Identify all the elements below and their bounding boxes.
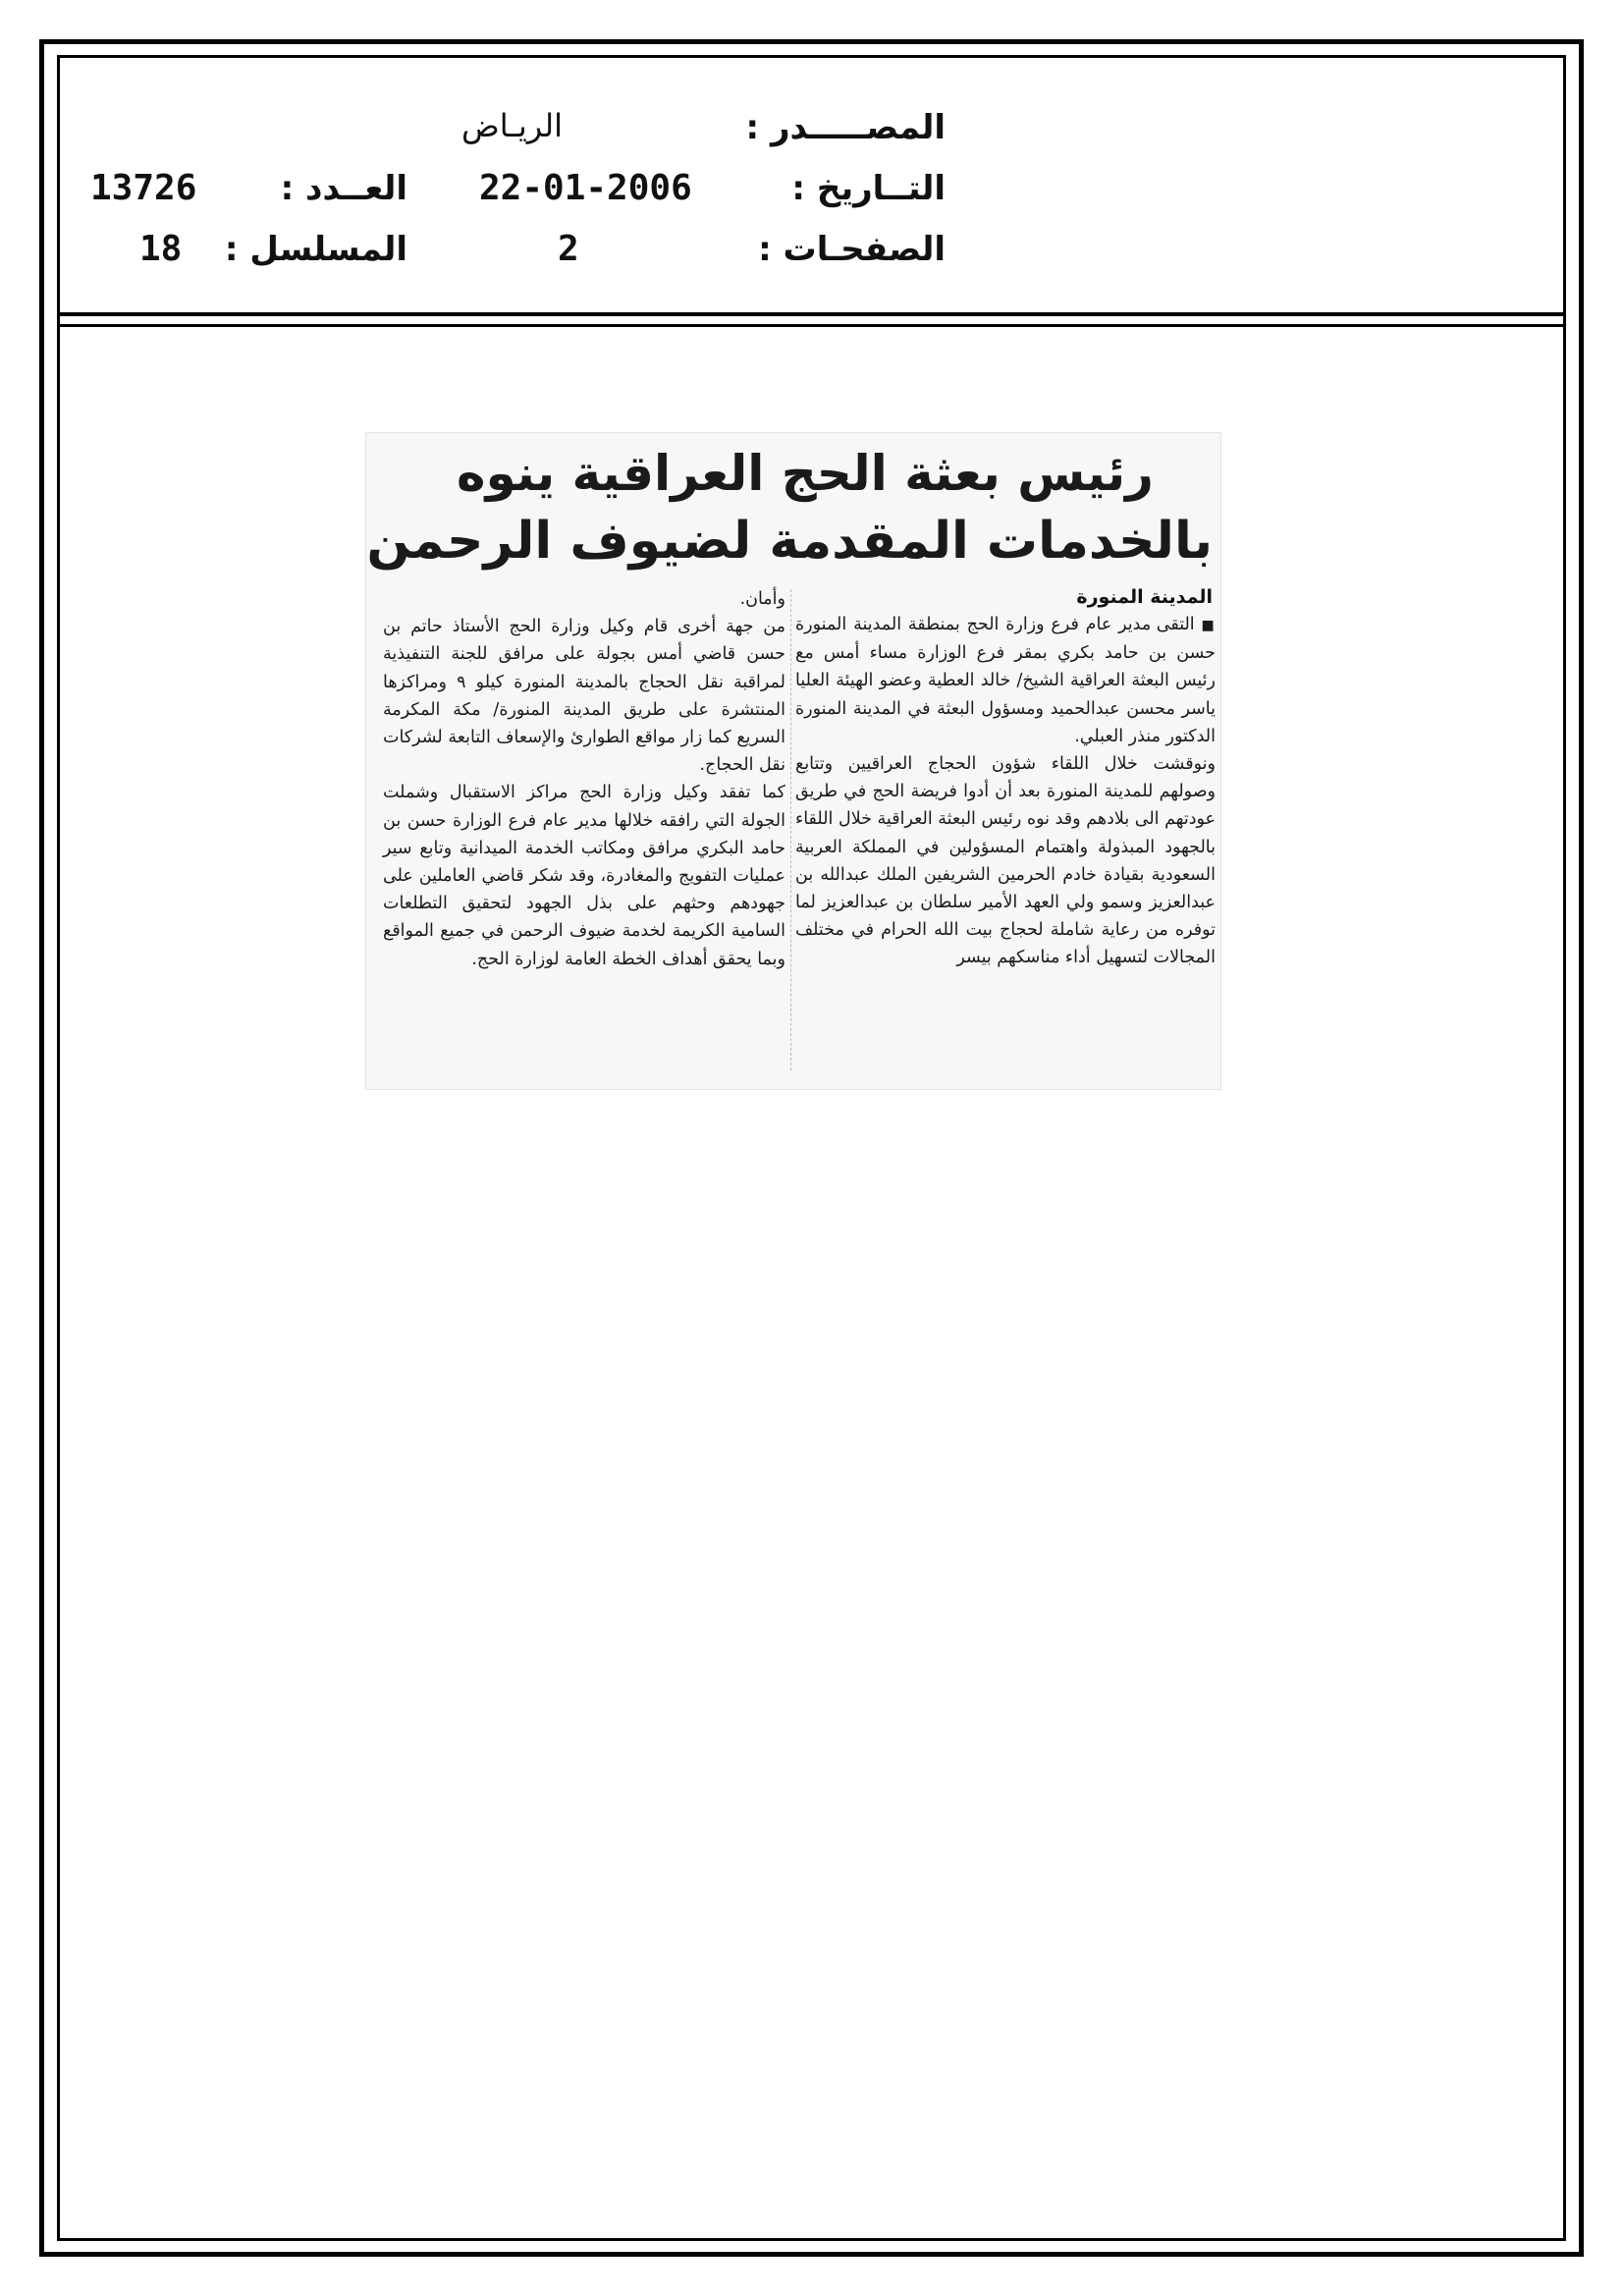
article-paragraph: وأمان. xyxy=(739,589,785,609)
article-headline-line2: بالخدمات المقدمة لضيوف الرحمن xyxy=(366,512,1213,571)
article-dateline: المدينة المنورة xyxy=(1076,586,1213,608)
bullet-icon: ■ xyxy=(1201,618,1216,633)
date-label: التــاريخ : xyxy=(791,169,946,208)
date-value: 22-01-2006 xyxy=(479,168,692,208)
article-column-right xyxy=(795,611,1216,972)
pages-label: الصفحـات : xyxy=(758,230,946,269)
article-column-left xyxy=(383,585,785,973)
column-divider xyxy=(790,589,791,1070)
serial-label: المسلسل : xyxy=(224,230,407,269)
issue-label: العــدد : xyxy=(280,169,407,208)
article-paragraph: ■ التقى مدير عام فرع وزارة الحج بمنطقة المدينة المنورة حسن بن حامد بكري بمقر فرع الوزارة مساء أمس مع رئيس البعثة العراقية الشيخ/ خالد العطية وعضو الهيئة العليا ياسر محسن عبدالحميد ومسؤول البعثة في المدينة المنورة الدكتور منذر العبلي. xyxy=(795,615,1216,746)
article-headline-line1: رئيس بعثة الحج العراقية ينوه xyxy=(457,445,1154,502)
source-label: المصـــــدر : xyxy=(745,108,946,147)
pages-value: 2 xyxy=(558,229,579,269)
header-divider xyxy=(57,312,1566,316)
serial-value: 18 xyxy=(139,229,183,269)
article-paragraph: كما تفقد وكيل وزارة الحج مراكز الاستقبال وشملت الجولة التي رافقه خلالها مدير عام فرع الوزارة حسن بن حامد البكري مرافق ومكاتب الخدمة الميدانية وتابع سير عمليات التفويج والمغادرة، وقد شكر قاضي العاملين على جهودهم وحثهم على بذل الجهود لتحقيق التطلعات السامية الكريمة لخدمة ضيوف الرحمن في جميع المواقع وبما يحقق أهداف الخطة العامة لوزارة الحج. xyxy=(383,783,785,969)
article-paragraph: ونوقشت خلال اللقاء شؤون الحجاج العراقيين وتتابع وصولهم للمدينة المنورة بعد أن أدوا فريضة الحج في طريق عودتهم الى بلادهم وقد نوه رئيس البعثة العراقية خلال اللقاء بالجهود المبذولة واهتمام المسؤولين في المملكة العربية السعودية بقيادة خادم الحرمين الشريفين الملك عبدالله بن عبدالعزيز وسمو ولي العهد الأمير سلطان بن عبدالعزيز لما توفره من رعاية شاملة لحجاج بيت الله الحرام في مختلف المجالات لتسهيل أداء مناسكهم بيسر xyxy=(795,754,1216,968)
article-paragraph: من جهة أخرى قام وكيل وزارة الحج الأستاذ حاتم بن حسن قاضي أمس بجولة على مرافق للجنة التنفيذية لمراقبة نقل الحجاج بالمدينة المنورة كيلو ٩ ومراكزها المنتشرة على طريق المدينة المنورة/ مكة المكرمة السريع كما زار مواقع الطوارئ والإسعاف التابعة لشركات نقل الحجاج. xyxy=(383,617,786,776)
source-value: الريـاض xyxy=(461,107,564,144)
issue-value: 13726 xyxy=(90,168,197,208)
page-inner-border xyxy=(57,55,1566,2241)
header-divider-secondary xyxy=(57,324,1566,327)
